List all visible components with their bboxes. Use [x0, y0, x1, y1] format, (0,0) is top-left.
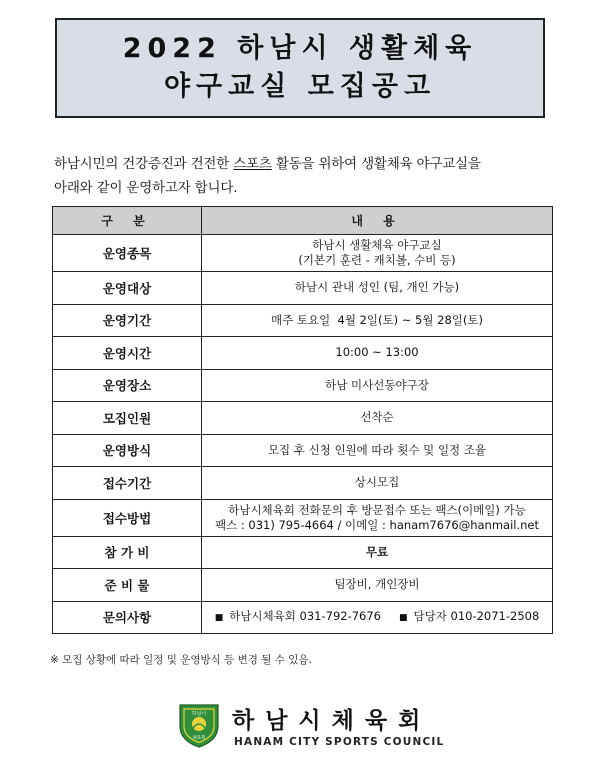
intro-underlined-word: 스포츠	[233, 156, 272, 172]
row-label: 운영기간	[53, 304, 202, 337]
row-label: 준 비 물	[53, 569, 202, 602]
row-label: 운영대상	[53, 272, 202, 305]
table-row	[53, 499, 553, 536]
org-name: 하남시체육회	[232, 708, 432, 734]
footnote: ※ 모집 상황에 따라 일정 및 운영방식 등 변경 될 수 있음.	[50, 654, 312, 666]
row-label: 문의사항	[53, 601, 202, 634]
table-header-row	[53, 207, 553, 235]
row-value: 무료	[202, 536, 553, 569]
emblem-text-bottom: 체육회	[192, 736, 206, 741]
row-value: 선착순	[202, 402, 553, 435]
table-row	[53, 434, 553, 467]
row-label: 모집인원	[53, 402, 202, 435]
row-value: 모집 후 신청 인원에 따라 횟수 및 일정 조율	[202, 434, 553, 467]
row-value	[202, 601, 553, 634]
table-row	[53, 337, 553, 370]
intro-paragraph	[54, 152, 554, 200]
header-category: 구 분	[53, 207, 202, 235]
row-value: 상시모집	[202, 467, 553, 500]
table-row	[53, 402, 553, 435]
title-line-2: 야구교실 모집공고	[163, 71, 437, 102]
row-label: 접수방법	[53, 499, 202, 536]
council-emblem-icon	[176, 702, 222, 748]
square-bullet-icon: ■	[399, 612, 408, 623]
intro-text-line-2: 아래와 같이 운영하고자 합니다.	[54, 180, 238, 196]
table-row	[53, 369, 553, 402]
footer-logo-block	[176, 702, 445, 752]
square-bullet-icon: ■	[214, 612, 224, 623]
row-value: 하남 미사선동야구장	[202, 369, 553, 402]
table-row	[53, 304, 553, 337]
row-value: 팀장비, 개인장비	[202, 569, 553, 602]
row-label: 운영방식	[53, 434, 202, 467]
row-value-line-2: 팩스 : 031) 795-4664 / 이메일 : hanam7676@hanmail.net	[215, 517, 539, 532]
row-label: 운영종목	[53, 235, 202, 272]
row-label: 운영장소	[53, 369, 202, 402]
table-row	[53, 569, 553, 602]
table-row	[53, 235, 553, 272]
row-value	[202, 499, 553, 536]
row-value-line-2: (기본기 훈련 - 캐치볼, 수비 등)	[298, 253, 456, 267]
org-name-english: HANAM CITY SPORTS COUNCIL	[234, 736, 445, 748]
table-row	[53, 272, 553, 305]
table-row	[53, 536, 553, 569]
title-line-1: 2022 하남시 생활체육	[122, 33, 478, 64]
title-box	[55, 18, 545, 118]
contact-manager: 담당자 010-2071-2508	[413, 608, 540, 623]
header-content: 내 용	[202, 207, 553, 235]
row-label: 운영시간	[53, 337, 202, 370]
intro-text-1: 하남시민의 건강증진과 건전한	[54, 156, 234, 172]
row-label: 접수기간	[53, 467, 202, 500]
table-row	[53, 467, 553, 500]
row-label: 참 가 비	[53, 536, 202, 569]
emblem-text-top: 하남시	[191, 711, 207, 717]
table-row	[53, 601, 553, 634]
row-value	[202, 235, 553, 272]
row-value: 매주 토요일 4월 2일(토) ~ 5월 28일(토)	[202, 304, 553, 337]
contact-office: 하남시체육회 031-792-7676	[229, 608, 381, 623]
row-value: 하남시 관내 성인 (팀, 개인 가능)	[202, 272, 553, 305]
row-value: 10:00 ~ 13:00	[202, 337, 553, 370]
row-value-line-1: 하남시체육회 전화문의 후 방문접수 또는 팩스(이메일) 가능	[228, 502, 526, 517]
intro-text-2: 활동을 위하여 생활체육 야구교실을	[271, 156, 481, 172]
row-value-line-1: 하남시 생활체육 야구교실	[312, 238, 442, 252]
info-table	[52, 206, 553, 634]
